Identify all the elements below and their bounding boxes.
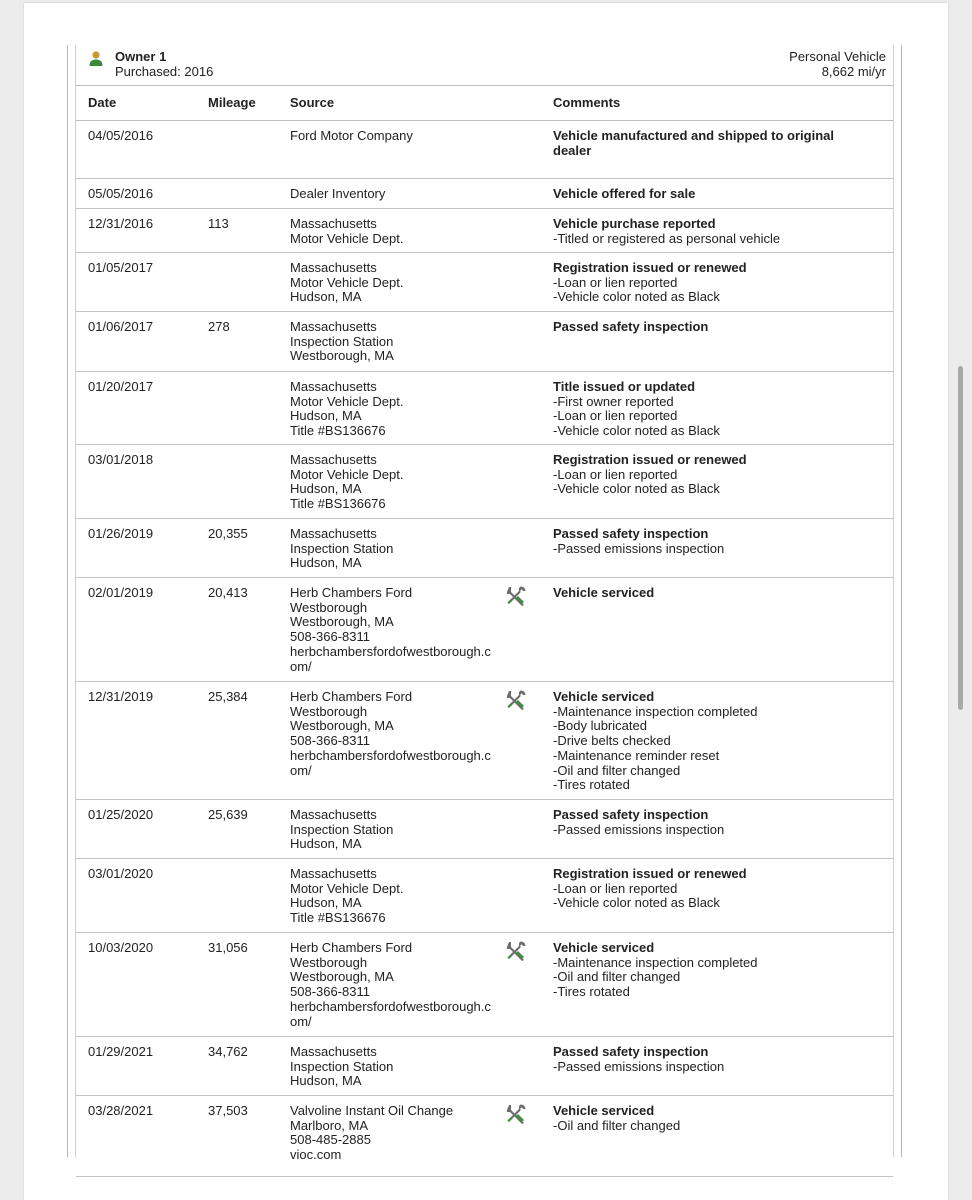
table-row: [76, 209, 893, 253]
row-source: Massachusetts Inspection Station Hudson, MA: [290, 807, 394, 852]
comment-title: Passed safety inspection: [553, 1044, 709, 1059]
row-source: Massachusetts Motor Vehicle Dept. Hudson, MA: [290, 260, 404, 305]
comment-title: Title issued or updated: [553, 379, 696, 394]
table-row: [76, 578, 893, 682]
table-row: [76, 519, 893, 578]
row-source: Herb Chambers Ford Westborough Westborough, MA 508-366-8311 herbchambersfordofwestborough.c om/: [290, 940, 491, 1029]
wrench-screwdriver-icon: [504, 688, 528, 712]
source-column-header: Source: [290, 95, 335, 110]
row-mileage: 34,762: [208, 1044, 248, 1059]
comment-details: -Oil and filter changed: [553, 1117, 681, 1133]
row-comments: [553, 1104, 873, 1133]
comment-title: Vehicle serviced: [553, 940, 655, 955]
owner-header: [84, 47, 884, 83]
row-source: Massachusetts Inspection Station Westborough, MA: [290, 319, 394, 364]
row-date: 04/05/2016: [88, 128, 154, 143]
row-mileage: 25,384: [208, 689, 248, 704]
comment-details: -Loan or lien reported -Vehicle color noted as Black: [553, 274, 720, 305]
comment-details: -Passed emissions inspection: [553, 540, 725, 556]
comment-details: -Passed emissions inspection: [553, 1058, 725, 1074]
row-source: Massachusetts Inspection Station Hudson, MA: [290, 1044, 394, 1089]
row-date: 01/26/2019: [88, 526, 154, 541]
history-table: [76, 85, 893, 1177]
row-mileage: 20,413: [208, 585, 248, 600]
table-row: [76, 312, 893, 372]
person-icon: [88, 50, 104, 68]
table-row: [76, 933, 893, 1037]
row-source: Massachusetts Motor Vehicle Dept. Hudson, MA Title #BS136676: [290, 452, 404, 512]
row-source: Massachusetts Motor Vehicle Dept. Hudson, MA Title #BS136676: [290, 379, 404, 439]
row-comments: [553, 808, 873, 837]
row-source: Herb Chambers Ford Westborough Westborough, MA 508-366-8311 herbchambersfordofwestborough.c om/: [290, 689, 491, 778]
comment-details: -Passed emissions inspection: [553, 821, 725, 837]
row-date: 01/06/2017: [88, 319, 154, 334]
row-mileage: 37,503: [208, 1103, 248, 1118]
row-date: 01/20/2017: [88, 379, 154, 394]
miles-per-year: 8,662 mi/yr: [821, 64, 886, 79]
row-date: 02/01/2019: [88, 585, 154, 600]
comment-title: Passed safety inspection: [553, 319, 709, 334]
row-comments: [553, 380, 873, 439]
row-comments: [553, 586, 873, 601]
comment-title: Registration issued or renewed: [553, 260, 747, 275]
row-comments: [553, 690, 873, 793]
row-comments: [553, 1045, 873, 1074]
frame-border-right: [901, 45, 902, 1157]
mileage-column-header: Mileage: [208, 95, 256, 110]
wrench-screwdriver-icon: [504, 939, 528, 963]
row-comments: [553, 941, 873, 1000]
comment-details: -Loan or lien reported -Vehicle color noted as Black: [553, 880, 720, 911]
row-source: Massachusetts Inspection Station Hudson, MA: [290, 526, 394, 571]
comment-title: Passed safety inspection: [553, 807, 709, 822]
comment-title: Vehicle purchase reported: [553, 216, 716, 231]
table-row: [76, 1037, 893, 1096]
row-date: 12/31/2016: [88, 216, 154, 231]
row-comments: [553, 261, 873, 305]
table-row: [76, 121, 893, 179]
owner-name: Owner 1: [115, 49, 167, 64]
row-mileage: 31,056: [208, 940, 248, 955]
comment-title: Vehicle serviced: [553, 1103, 655, 1118]
vehicle-type: Personal Vehicle: [789, 49, 886, 64]
comment-details: -Maintenance inspection completed -Body lubricated -Drive belts checked -Maintenance reminder reset -Oil and filter changed -Tires rotated: [553, 703, 758, 793]
row-comments: [553, 320, 873, 335]
frame-border-right-inner: [893, 45, 894, 1157]
comment-details: -Maintenance inspection completed -Oil and filter changed -Tires rotated: [553, 954, 758, 1000]
row-mileage: 25,639: [208, 807, 248, 822]
row-date: 12/31/2019: [88, 689, 154, 704]
comment-title: Vehicle manufactured and shipped to original dealer: [553, 128, 834, 158]
row-mileage: 113: [208, 216, 229, 231]
comment-details: -Loan or lien reported -Vehicle color noted as Black: [553, 466, 720, 497]
table-row: [76, 800, 893, 859]
row-comments: [553, 527, 873, 556]
comment-details: -Titled or registered as personal vehicle: [553, 230, 781, 246]
comment-title: Registration issued or renewed: [553, 866, 747, 881]
comment-details: -First owner reported -Loan or lien reported -Vehicle color noted as Black: [553, 393, 720, 439]
row-source: Massachusetts Motor Vehicle Dept. Hudson, MA Title #BS136676: [290, 866, 404, 926]
comment-title: Passed safety inspection: [553, 526, 709, 541]
row-comments: [553, 867, 873, 911]
row-date: 03/01/2018: [88, 452, 154, 467]
comment-title: Vehicle serviced: [553, 585, 655, 600]
table-row: [76, 179, 893, 209]
row-date: 01/05/2017: [88, 260, 154, 275]
table-row: [76, 253, 893, 312]
comment-title: Vehicle offered for sale: [553, 186, 696, 201]
row-comments: [553, 129, 873, 158]
row-comments: [553, 187, 873, 202]
report-page: [24, 3, 948, 1200]
row-source: Valvoline Instant Oil Change Marlboro, MA 508-485-2885 vioc.com: [290, 1103, 454, 1163]
comment-title: Registration issued or renewed: [553, 452, 747, 467]
row-mileage: 20,355: [208, 526, 248, 541]
row-source: Ford Motor Company: [290, 128, 413, 143]
comment-title: Vehicle serviced: [553, 689, 655, 704]
scrollbar[interactable]: [958, 366, 963, 710]
row-date: 03/28/2021: [88, 1103, 154, 1118]
row-date: 05/05/2016: [88, 186, 154, 201]
table-row: [76, 372, 893, 445]
row-mileage: 278: [208, 319, 230, 334]
owner-usage: [789, 49, 886, 79]
table-row: [76, 682, 893, 800]
frame-border-left: [67, 45, 68, 1157]
row-source: Massachusetts Motor Vehicle Dept.: [290, 216, 404, 246]
row-comments: [553, 453, 873, 497]
wrench-screwdriver-icon: [504, 1102, 528, 1126]
table-header: [76, 85, 893, 121]
row-date: 01/25/2020: [88, 807, 154, 822]
owner-purchased: Purchased: 2016: [115, 64, 214, 79]
table-row: [76, 445, 893, 519]
row-comments: [553, 217, 873, 246]
wrench-screwdriver-icon: [504, 584, 528, 608]
table-row: [76, 859, 893, 933]
row-date: 03/01/2020: [88, 866, 154, 881]
date-column-header: Date: [88, 95, 117, 110]
row-source: Herb Chambers Ford Westborough Westborough, MA 508-366-8311 herbchambersfordofwestborough.c om/: [290, 585, 491, 674]
row-date: 10/03/2020: [88, 940, 154, 955]
comments-column-header: Comments: [553, 95, 621, 110]
table-body: [76, 121, 893, 1177]
row-source: Dealer Inventory: [290, 186, 386, 201]
table-row: [76, 1096, 893, 1177]
row-date: 01/29/2021: [88, 1044, 154, 1059]
